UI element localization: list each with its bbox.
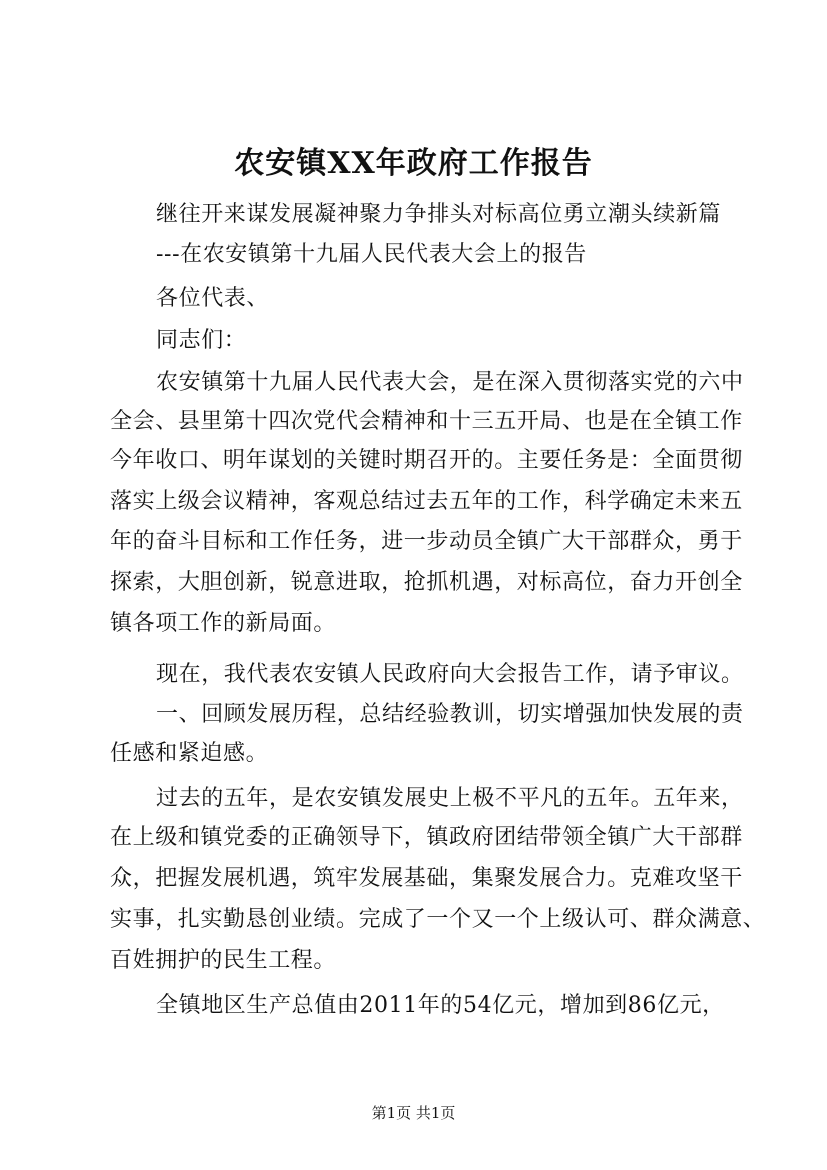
paragraph-line: 百姓拥护的民生工程。 xyxy=(110,948,337,973)
page-footer: 第1页 共1页 xyxy=(371,1104,456,1122)
paragraph-line: 现在，我代表农安镇人民政府向大会报告工作，请予审议。 xyxy=(156,662,744,687)
paragraph-line: 众，把握发展机遇，筑牢发展基础，集聚发展合力。克难攻坚干 xyxy=(110,866,743,891)
paragraph-line: 在上级和镇党委的正确领导下，镇政府团结带领全镇广大干部群 xyxy=(110,825,743,850)
paragraph-line: 镇各项工作的新局面。 xyxy=(110,611,337,636)
document-subtitle: 继往开来谋发展凝神聚力争排头对标高位勇立潮头续新篇 xyxy=(156,202,722,227)
salutation-line: 同志们： xyxy=(156,328,247,353)
paragraph-line: 农安镇第十九届人民代表大会，是在深入贯彻落实党的六中 xyxy=(156,370,744,395)
paragraph-line: 过去的五年，是农安镇发展史上极不平凡的五年。五年来， xyxy=(156,786,744,811)
paragraph-line: 实事，扎实勤恳创业绩。完成了一个又一个上级认可、群众满意、 xyxy=(110,907,766,932)
section-heading-line: 一、回顾发展历程，总结经验教训，切实增强加快发展的责 xyxy=(156,702,744,727)
paragraph-line: 探索，大胆创新，锐意进取，抢抓机遇，对标高位，奋力开创全 xyxy=(110,570,743,595)
section-heading-line: 任感和紧迫感。 xyxy=(110,741,269,766)
paragraph-line: 年的奋斗目标和工作任务，进一步动员全镇广大干部群众，勇于 xyxy=(110,529,743,554)
paragraph-line: 全镇地区生产总值由2011年的54亿元，增加到86亿元， xyxy=(156,993,725,1018)
document-subtitle-2: ---在农安镇第十九届人民代表大会上的报告 xyxy=(156,242,587,267)
paragraph-line: 今年收口、明年谋划的关键时期召开的。主要任务是：全面贯彻 xyxy=(110,448,743,473)
paragraph-line: 落实上级会议精神，客观总结过去五年的工作，科学确定未来五 xyxy=(110,489,743,514)
document-title: 农安镇XX年政府工作报告 xyxy=(234,146,593,181)
paragraph-line: 全会、县里第十四次党代会精神和十三五开局、也是在全镇工作 xyxy=(110,409,743,434)
salutation-line: 各位代表、 xyxy=(156,286,270,311)
